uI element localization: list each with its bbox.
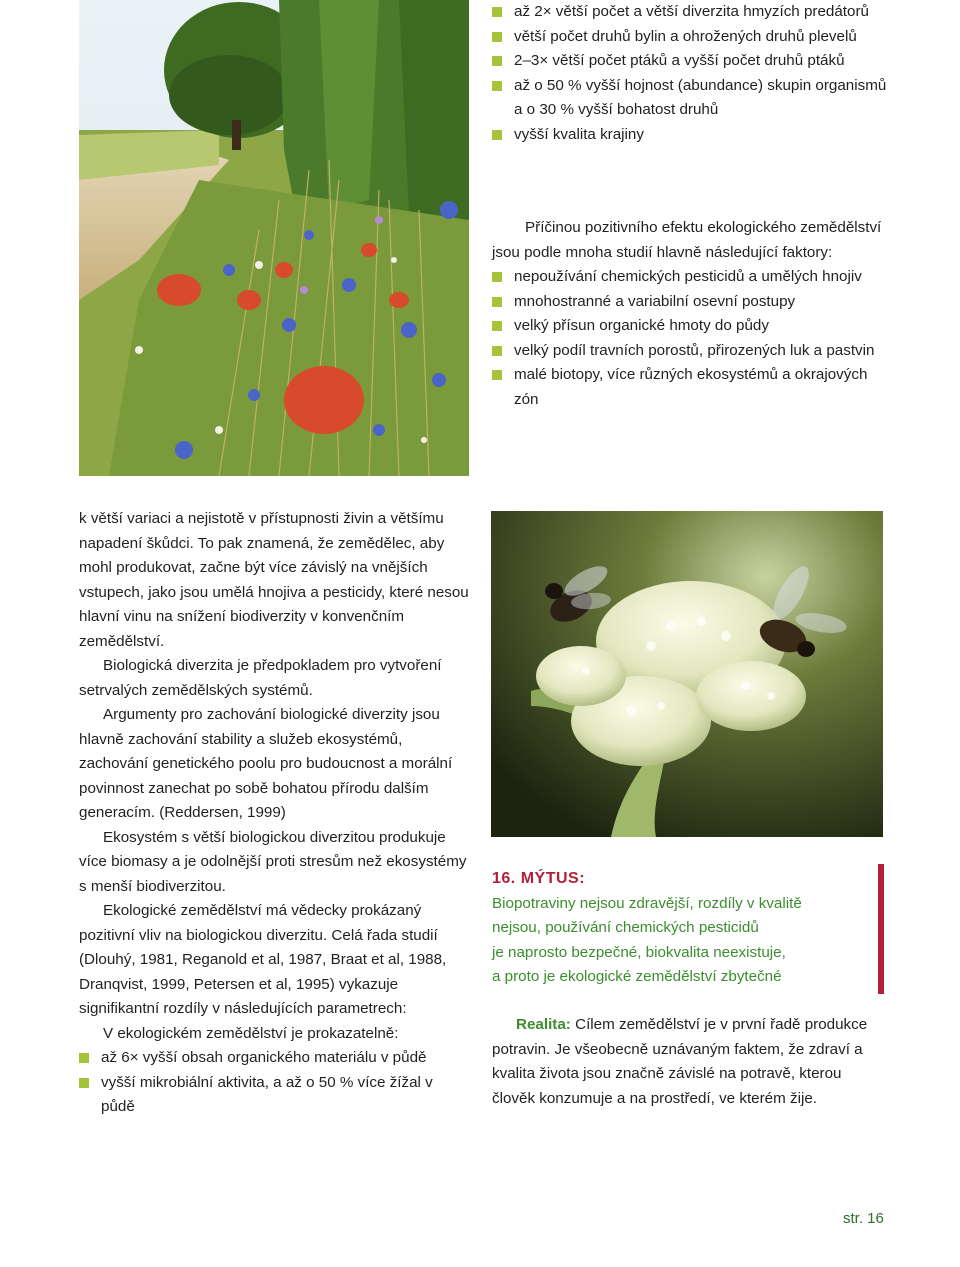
list-item: až 6× vyšší obsah organického materiálu v půdě	[79, 1046, 469, 1071]
reality-label: Realita:	[516, 1016, 571, 1033]
paragraph	[79, 703, 469, 826]
organic-farming-list	[79, 1046, 469, 1120]
reality-paragraph	[492, 1013, 884, 1111]
paragraph: V ekologickém zemědělství je prokazatelně:	[103, 1024, 399, 1042]
list-item: velký podíl travních porostů, přirozených luk a pastvin	[492, 339, 892, 364]
paragraph-text: Argumenty pro zachování biologické diverzity jsou hlavně zachování stability a služeb ekosystémů, zachování genetického poolu pro budoucnost a morální povinnost zanechat po sobě bohatou přírodu dalším generacím.	[79, 706, 453, 821]
paragraph: Biologická diverzita je předpokladem pro vytvoření setrvalých zemědělských systémů.	[79, 657, 442, 699]
myth-accent-bar	[878, 864, 884, 994]
list-item: mnohostranné a variabilní osevní postupy	[492, 290, 892, 315]
myth-claim-line: a proto je ekologické zemědělství zbytečné	[492, 968, 782, 985]
paragraph: k větší variaci a nejistotě v přístupnosti živin a většímu napadení škůdci. To pak znamená, že zemědělec, aby mohl produkovat, začne být více závislý na vnějších vstupech, jako jsou umělá hnojiva a pesticidy, které nesou hlavní vinu na snížení biodiverzity v konvenčním zemědělství.	[79, 510, 469, 650]
list-item: nepoužívání chemických pesticidů a umělých hnojiv	[492, 265, 892, 290]
myth-claim-line: Biopotraviny nejsou zdravější, rozdíly v kvalitě	[492, 894, 802, 912]
paragraph: Ekosystém s větší biologickou diverzitou produkuje více biomasy a je odolnější proti stresům než ekosystémy s menší biodiverzitou.	[79, 828, 467, 895]
myth-title: 16. MÝTUS:	[492, 870, 586, 887]
reality-section	[492, 1013, 884, 1111]
bees-on-flower-photo	[491, 511, 883, 837]
list-item: větší počet druhů bylin a ohrožených druhů plevelů	[492, 25, 892, 50]
myth-claim-line: nejsou, používání chemických pesticidů	[492, 919, 759, 936]
list-item: až o 50 % vyšší hojnost (abundance) skupin organismů a o 30 % vyšší bohatost druhů	[492, 74, 892, 123]
list-item: 2–3× větší počet ptáků a vyšší počet druhů ptáků	[492, 49, 892, 74]
myth-claim-line: je naprosto bezpečné, biokvalita neexistuje,	[492, 943, 786, 961]
list-item: velký přísun organické hmoty do půdy	[492, 314, 892, 339]
wildflower-field-photo	[79, 0, 469, 476]
citation: (Reddersen, 1999)	[159, 804, 286, 821]
reality-text: Cílem zemědělství je v první řadě produkce potravin. Je všeobecně uznávaným faktem, že zdraví a kvalita života jsou značně závislé na potravě, kterou člověk konzumuje a na prostředí, ve kterém žije.	[492, 1016, 868, 1107]
myth-box	[492, 867, 882, 990]
list-item: malé biotopy, více různých ekosystémů a okrajových zón	[492, 363, 892, 412]
list-item: vyšší mikrobiální aktivita, a až o 50 % více žížal v půdě	[79, 1071, 469, 1120]
top-benefits-list	[492, 0, 892, 147]
causes-list	[492, 265, 892, 412]
causes-intro: Příčinou pozitivního efektu ekologického zemědělství jsou podle mnoha studií hlavně následující faktory:	[492, 219, 882, 261]
paragraph: Ekologické zemědělství má vědecky prokázaný pozitivní vliv na biologickou diverzitu. Celá řada studií (Dlouhý, 1981, Reganold et al, 1987, Braat et al, 1988, Dranqvist, 1999, Petersen et al, 1995) vykazuje signifikantní rozdíly v následujících parametrech:	[79, 902, 447, 1017]
left-column-text	[79, 507, 469, 1120]
list-item: až 2× větší počet a větší diverzita hmyzích predátorů	[492, 0, 892, 25]
list-item: vyšší kvalita krajiny	[492, 123, 892, 148]
page-number: str. 16	[843, 1210, 884, 1227]
causes-section	[492, 216, 892, 412]
